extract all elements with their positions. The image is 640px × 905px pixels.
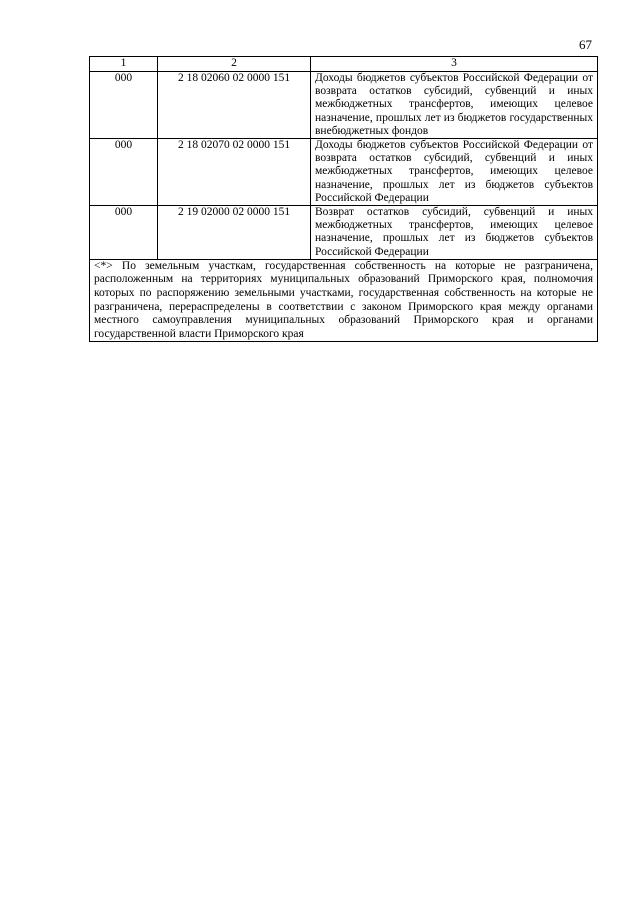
revenue-name-cell: Доходы бюджетов субъектов Российской Федерации от возврата остатков субсидий, субвенций и иных межбюджетных трансфертов, имеющих целевое назначение, прошлых лет из бюджетов государственных внебюджетных фондов: [311, 72, 598, 139]
revenue-code-table: [89, 56, 598, 342]
table-row: [90, 139, 598, 206]
footnote-row: [90, 259, 598, 342]
admin-code-cell: 000: [90, 72, 158, 139]
column-header-2: 2: [158, 57, 311, 72]
column-header-1: 1: [90, 57, 158, 72]
footnote-text: <*> По земельным участкам, государственная собственность на которые не разграничена, расположенным на территориях муниципальных образований Приморского края, полномочия которых по распоряжению земельными участками, государственная собственность на которые не разграничена, перераспределены в соответствии с законом Приморского края между органами местного самоуправления муниципальных образований Приморского края и органами государственной власти Приморского края: [90, 259, 598, 342]
revenue-code-cell: 2 19 02000 02 0000 151: [158, 206, 311, 260]
page-number: 67: [579, 37, 592, 52]
admin-code-cell: 000: [90, 139, 158, 206]
revenue-code-cell: 2 18 02070 02 0000 151: [158, 139, 311, 206]
table-header-row: [90, 57, 598, 72]
revenue-name-cell: Возврат остатков субсидий, субвенций и иных межбюджетных трансфертов, имеющих целевое назначение, прошлых лет из бюджетов субъектов Российской Федерации: [311, 206, 598, 260]
admin-code-cell: 000: [90, 206, 158, 260]
table-row: [90, 206, 598, 260]
table-row: [90, 72, 598, 139]
column-header-3: 3: [311, 57, 598, 72]
revenue-code-cell: 2 18 02060 02 0000 151: [158, 72, 311, 139]
revenue-name-cell: Доходы бюджетов субъектов Российской Федерации от возврата остатков субсидий, субвенций и иных межбюджетных трансфертов, имеющих целевое назначение, прошлых лет из бюджетов субъектов Российской Федерации: [311, 139, 598, 206]
